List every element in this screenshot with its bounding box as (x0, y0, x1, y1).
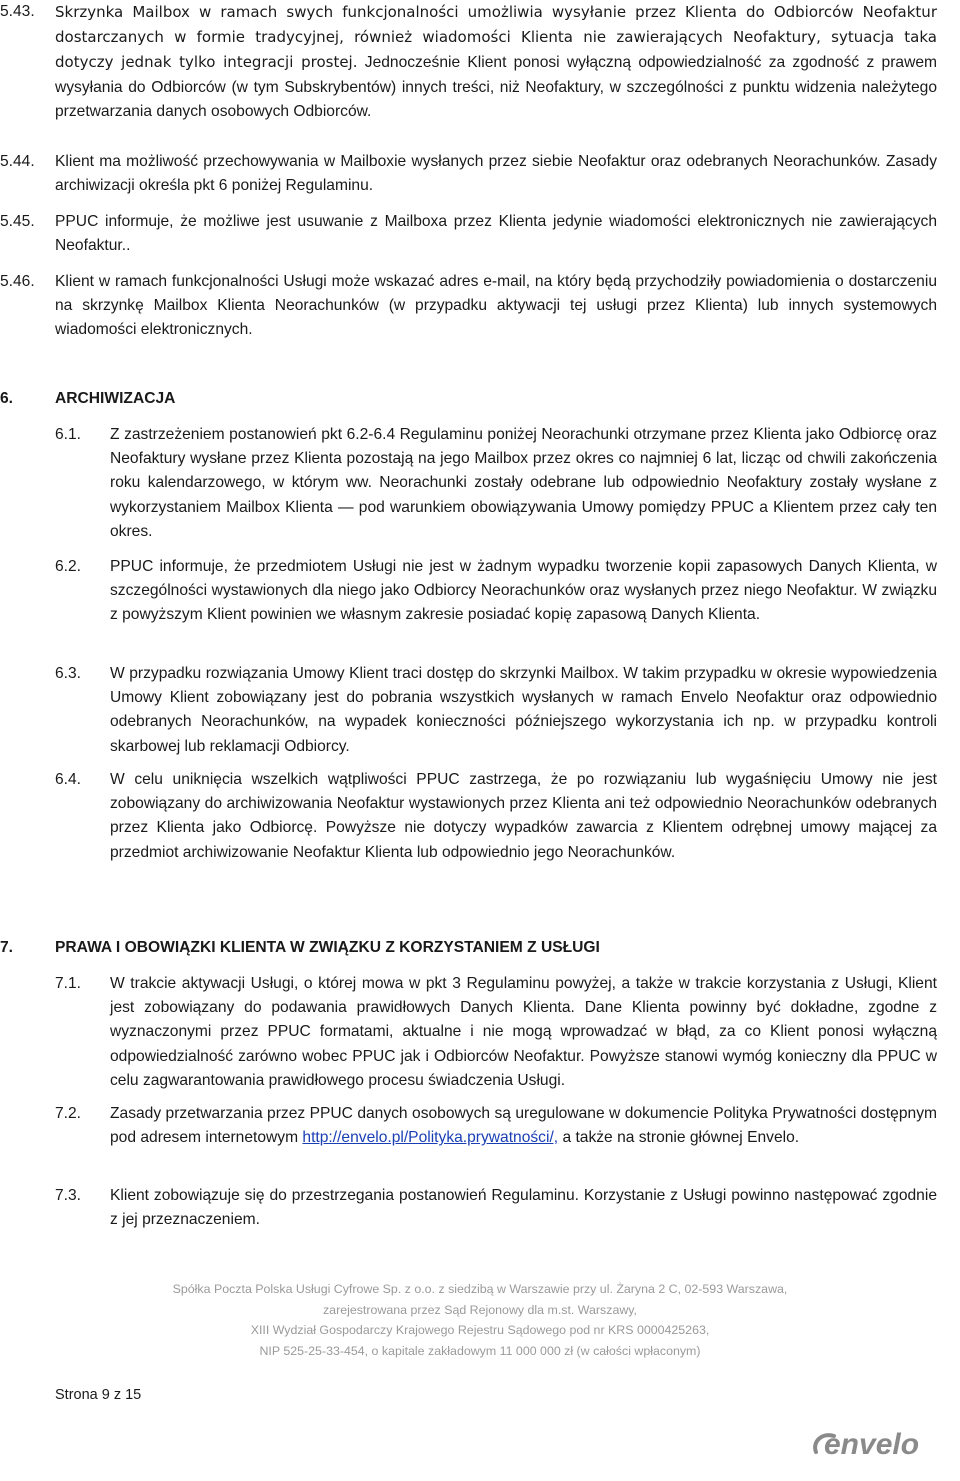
page-number: Strona 9 z 15 (55, 1387, 142, 1403)
heading-number: 6. (0, 390, 14, 407)
heading-text: PRAWA I OBOWIĄZKI KLIENTA W ZWIĄZKU Z KORZYSTANIEM Z USŁUGI (55, 939, 600, 956)
heading-text: ARCHIWIZACJA (55, 390, 176, 407)
privacy-policy-link[interactable]: http://envelo.pl/Polityka.prywatności/, (302, 1129, 559, 1147)
envelo-logo-icon (810, 1418, 940, 1466)
paragraph-text: Klient ma możliwość przechowywania w Mailboxie wysłanych przez siebie Neofaktur oraz odebranych Neorachunków. Zasady archiwizacji określa pkt 6 poniżej Regulaminu. (55, 153, 937, 195)
paragraph-number: 6.2. (55, 558, 82, 575)
paragraph-5-43 (0, 0, 937, 124)
paragraph-6-2 (55, 555, 937, 628)
paragraph-text: Skrzynka Mailbox w ramach swych funkcjonalności umożliwia wysyłanie przez Klienta do Odbiorców Neofaktur dostarczanych w formie tradycyjnej, również wiadomości Klienta nie zawierających Neofaktury, sytuacja taka dotyczy jednak tylko integracji prostej. (55, 3, 937, 72)
paragraph-text: W trakcie aktywacji Usługi, o której mowa w pkt 3 Regulaminu powyżej, a także w trakcie korzystania z Usługi, Klient jest zobowiązany do podawania prawidłowych Danych Klienta. Dane Klienta powinny być dokładne, zgodne z wyznaczonymi przez PPUC formatami, aktualne i nie mogą wprowadzać w błąd, za co Klient ponosi wyłączną odpowiedzialność zarówno wobec PPUC jak i Odbiorców Neofaktur. Powyższe stanowi wymóg konieczny dla PPUC w celu zagwarantowania prawidłowego procesu świadczenia Usługi. (110, 975, 937, 1089)
paragraph-text-continued: Jednocześnie Klient ponosi wyłączną odpowiedzialność za zgodność z prawem wysyłania do Odbiorców (w tym Subskrybentów) innych treści, niż Neofaktury, w szczególności z punktu widzenia należytego przetwarzania danych osobowych Odbiorców. (55, 54, 937, 120)
paragraph-6-1 (55, 423, 937, 544)
footer-line: NIP 525-25-33-454, o kapitale zakładowym 11 000 000 zł (w całości wpłaconym) (259, 1343, 701, 1358)
paragraph-text: Klient w ramach funkcjonalności Usługi może wskazać adres e-mail, na który będą przychodziły powiadomienia o dostarczeniu na skrzynkę Mailbox Klienta Neorachunków (w przypadku aktywacji tej usługi przez Klienta) lub innych systemowych wiadomości elektronicznych. (55, 273, 937, 339)
paragraph-text: PPUC informuje, że przedmiotem Usługi nie jest w żadnym wypadku tworzenie kopii zapasowych Danych Klienta, w szczególności wystawionych dla niego jako Odbiorcy Neorachunków oraz wysłanych przez niego Neofaktur. W związku z powyższym Klient powinien we własnym zakresie posiadać kopię zapasową Danych Klienta. (110, 558, 937, 624)
paragraph-number: 7.1. (55, 975, 82, 992)
footer-line: zarejestrowana przez Sąd Rejonowy dla m.st. Warszawy, (322, 1302, 637, 1317)
paragraph-text: Klient zobowiązuje się do przestrzegania postanowień Regulaminu. Korzystanie z Usługi powinno następować zgodnie z jej przeznaczeniem. (110, 1187, 937, 1229)
paragraph-text: W celu uniknięcia wszelkich wątpliwości PPUC zastrzega, że po rozwiązaniu lub wygaśnięciu Umowy nie jest zobowiązany do archiwizowania Neofaktur wystawionych przez Klienta ani też odpowiednio Neorachunków odebranych przez Klienta jako Odbiorcę. Powyższe nie dotyczy wypadków zawarcia z Klientem odrębnej umowy mającej za przedmiot archiwizowanie Neofaktur Klienta lub odpowiednio jego Neorachunków. (110, 771, 937, 861)
paragraph-number: 5.46. (0, 273, 35, 290)
paragraph-text: Zasady przetwarzania przez PPUC danych osobowych są uregulowane w dokumencie Polityka Prywatności dostępnym pod adresem internetowym (110, 1105, 937, 1147)
paragraph-number: 7.3. (55, 1187, 82, 1204)
paragraph-number: 5.44. (0, 153, 35, 170)
paragraph-5-44 (0, 150, 937, 198)
paragraph-7-2 (55, 1102, 937, 1150)
footer-line: XIII Wydział Gospodarczy Krajowego Rejestru Sądowego pod nr KRS 0000425263, (250, 1323, 710, 1338)
paragraph-6-3 (55, 662, 937, 759)
paragraph-number: 6.1. (55, 426, 82, 443)
paragraph-number: 5.45. (0, 213, 35, 230)
paragraph-text: Z zastrzeżeniem postanowień pkt 6.2-6.4 Regulaminu poniżej Neorachunki otrzymane przez Klienta jako Odbiorcę oraz Neofaktury wysłane przez Klienta pozostają na jego Mailbox przez okres co najmniej 6 lat, licząc od chwili zakończenia roku kalendarzowego, w którym ww. Neorachunki zostały odebrane lub odpowiednio Neofaktury zostały wysłane z wykorzystaniem Mailbox Klienta — pod warunkiem obowiązywania Umowy pomiędzy PPUC a Klientem przez cały ten okres. (110, 426, 937, 540)
paragraph-number: 7.2. (55, 1105, 82, 1122)
section-heading-7 (0, 936, 937, 960)
envelo-logo (810, 1418, 940, 1466)
heading-number: 7. (0, 939, 14, 956)
section-heading-6 (0, 387, 937, 411)
paragraph-text-continued: a także na stronie głównej Envelo. (558, 1129, 800, 1147)
paragraph-6-4 (55, 768, 937, 865)
paragraph-text: W przypadku rozwiązania Umowy Klient traci dostęp do skrzynki Mailbox. W takim przypadku w okresie wypowiedzenia Umowy Klient zobowiązany jest do pobrania wszystkich wysłanych w ramach Envelo Neofaktur oraz odpowiednio odebranych Neorachunków, na wypadek konieczności późniejszego wykorzystania ich np. w przypadku kontroli skarbowej lub reklamacji Odbiorcy. (110, 665, 937, 755)
company-footer (0, 1279, 960, 1361)
paragraph-number: 6.3. (55, 665, 82, 682)
paragraph-7-1 (55, 972, 937, 1093)
paragraph-text: PPUC informuje, że możliwe jest usuwanie z Mailboxa przez Klienta jedynie wiadomości elektronicznych nie zawierających Neofaktur.. (55, 213, 937, 255)
paragraph-number: 6.4. (55, 771, 82, 788)
paragraph-number: 5.43. (0, 3, 35, 20)
paragraph-5-46 (0, 270, 937, 343)
footer-line: Spółka Poczta Polska Usługi Cyfrowe Sp. z o.o. z siedzibą w Warszawie przy ul. Żaryna 2 C, 02-593 Warszawa, (172, 1282, 788, 1296)
paragraph-7-3 (55, 1184, 937, 1232)
paragraph-5-45 (0, 210, 937, 258)
logo-wordmark: envelo (824, 1428, 920, 1461)
